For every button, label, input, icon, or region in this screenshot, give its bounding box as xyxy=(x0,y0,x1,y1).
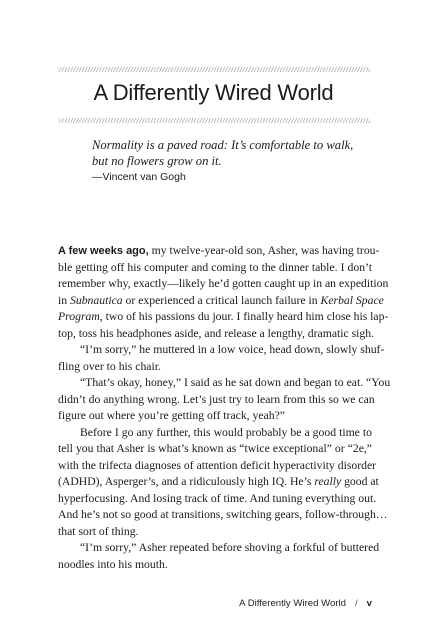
body-line: that sort of thing. xyxy=(58,524,139,538)
page-number: v xyxy=(366,598,372,609)
body-line: didn’t do anything wrong. Let’s just try to learn from this so we can xyxy=(58,392,375,406)
epigraph xyxy=(92,137,382,185)
body-line: “That’s okay, honey,” I said as he sat down and began to eat. “You xyxy=(80,376,391,389)
body-line: “I’m sorry,” he muttered in a low voice, head down, slowly shuf- xyxy=(80,343,385,356)
body-line xyxy=(58,243,380,260)
page-footer xyxy=(239,598,372,610)
run-in-heading: A few weeks ago, xyxy=(58,245,149,257)
body-line-text: good at xyxy=(341,475,379,488)
body-line-text: , two of his passions du jour. I finally heard him close his lap- xyxy=(99,310,389,323)
body-line: Before I go any further, this would probably be a good time to xyxy=(80,425,372,439)
bottom-hatched-rule xyxy=(58,118,370,123)
chapter-title: A Differently Wired World xyxy=(93,80,334,105)
body-line: hyperfocusing. And losing track of time. And tuning everything out. xyxy=(58,491,377,505)
body-line: ble getting off his computer and coming to the dinner table. I don’t xyxy=(58,260,372,274)
epigraph-attribution: —Vincent van Gogh xyxy=(92,171,186,183)
body-line xyxy=(58,293,384,310)
epigraph-quote-line: but no flowers grow on it. xyxy=(92,154,222,168)
body-line-text: (ADHD), Asperger’s, and a ridiculously high IQ. He’s xyxy=(58,475,315,488)
running-head: A Differently Wired World xyxy=(239,598,346,609)
footer-separator: / xyxy=(354,598,358,609)
emphasis-really: really xyxy=(314,475,342,488)
body-line: figure out where you’re getting off track, yeah?” xyxy=(58,409,285,422)
body-line: And he’s not so good at transitions, switching gears, follow-through… xyxy=(58,508,388,521)
body-line: top, toss his headphones aside, and release a lengthy, dramatic sigh. xyxy=(58,326,375,340)
game-title-kerbal: Kerbal Space xyxy=(320,293,384,307)
body-line: with the trifecta diagnoses of attention deficit hyperactivity disorder xyxy=(58,458,377,472)
body-line: “I’m sorry,” Asher repeated before shoving a forkful of buttered xyxy=(80,541,380,554)
body-line: fling over to his chair. xyxy=(58,359,161,373)
body-line-text: or experienced a critical launch failure in xyxy=(122,293,321,307)
body-line xyxy=(58,474,379,491)
epigraph-quote xyxy=(92,137,382,169)
body-line-text: my twelve-year-old son, Asher, was having trou- xyxy=(148,244,380,257)
game-title-subnautica: Subnautica xyxy=(70,293,123,307)
body-line: tell you that Asher is what’s known as “twice exceptional” or “2e,” xyxy=(58,442,372,455)
body-line xyxy=(58,309,389,326)
epigraph-quote-line: Normality is a paved road: It’s comfortable to walk, xyxy=(92,138,354,152)
body-line-text: in xyxy=(58,293,71,307)
body-line: noodles into his mouth. xyxy=(58,557,168,571)
body-text xyxy=(58,243,391,573)
game-title-kerbal-cont: Program xyxy=(58,310,100,323)
top-hatched-rule xyxy=(58,67,370,72)
body-line: remember why, exactly—likely he’d gotten caught up in an expedition xyxy=(58,277,389,290)
